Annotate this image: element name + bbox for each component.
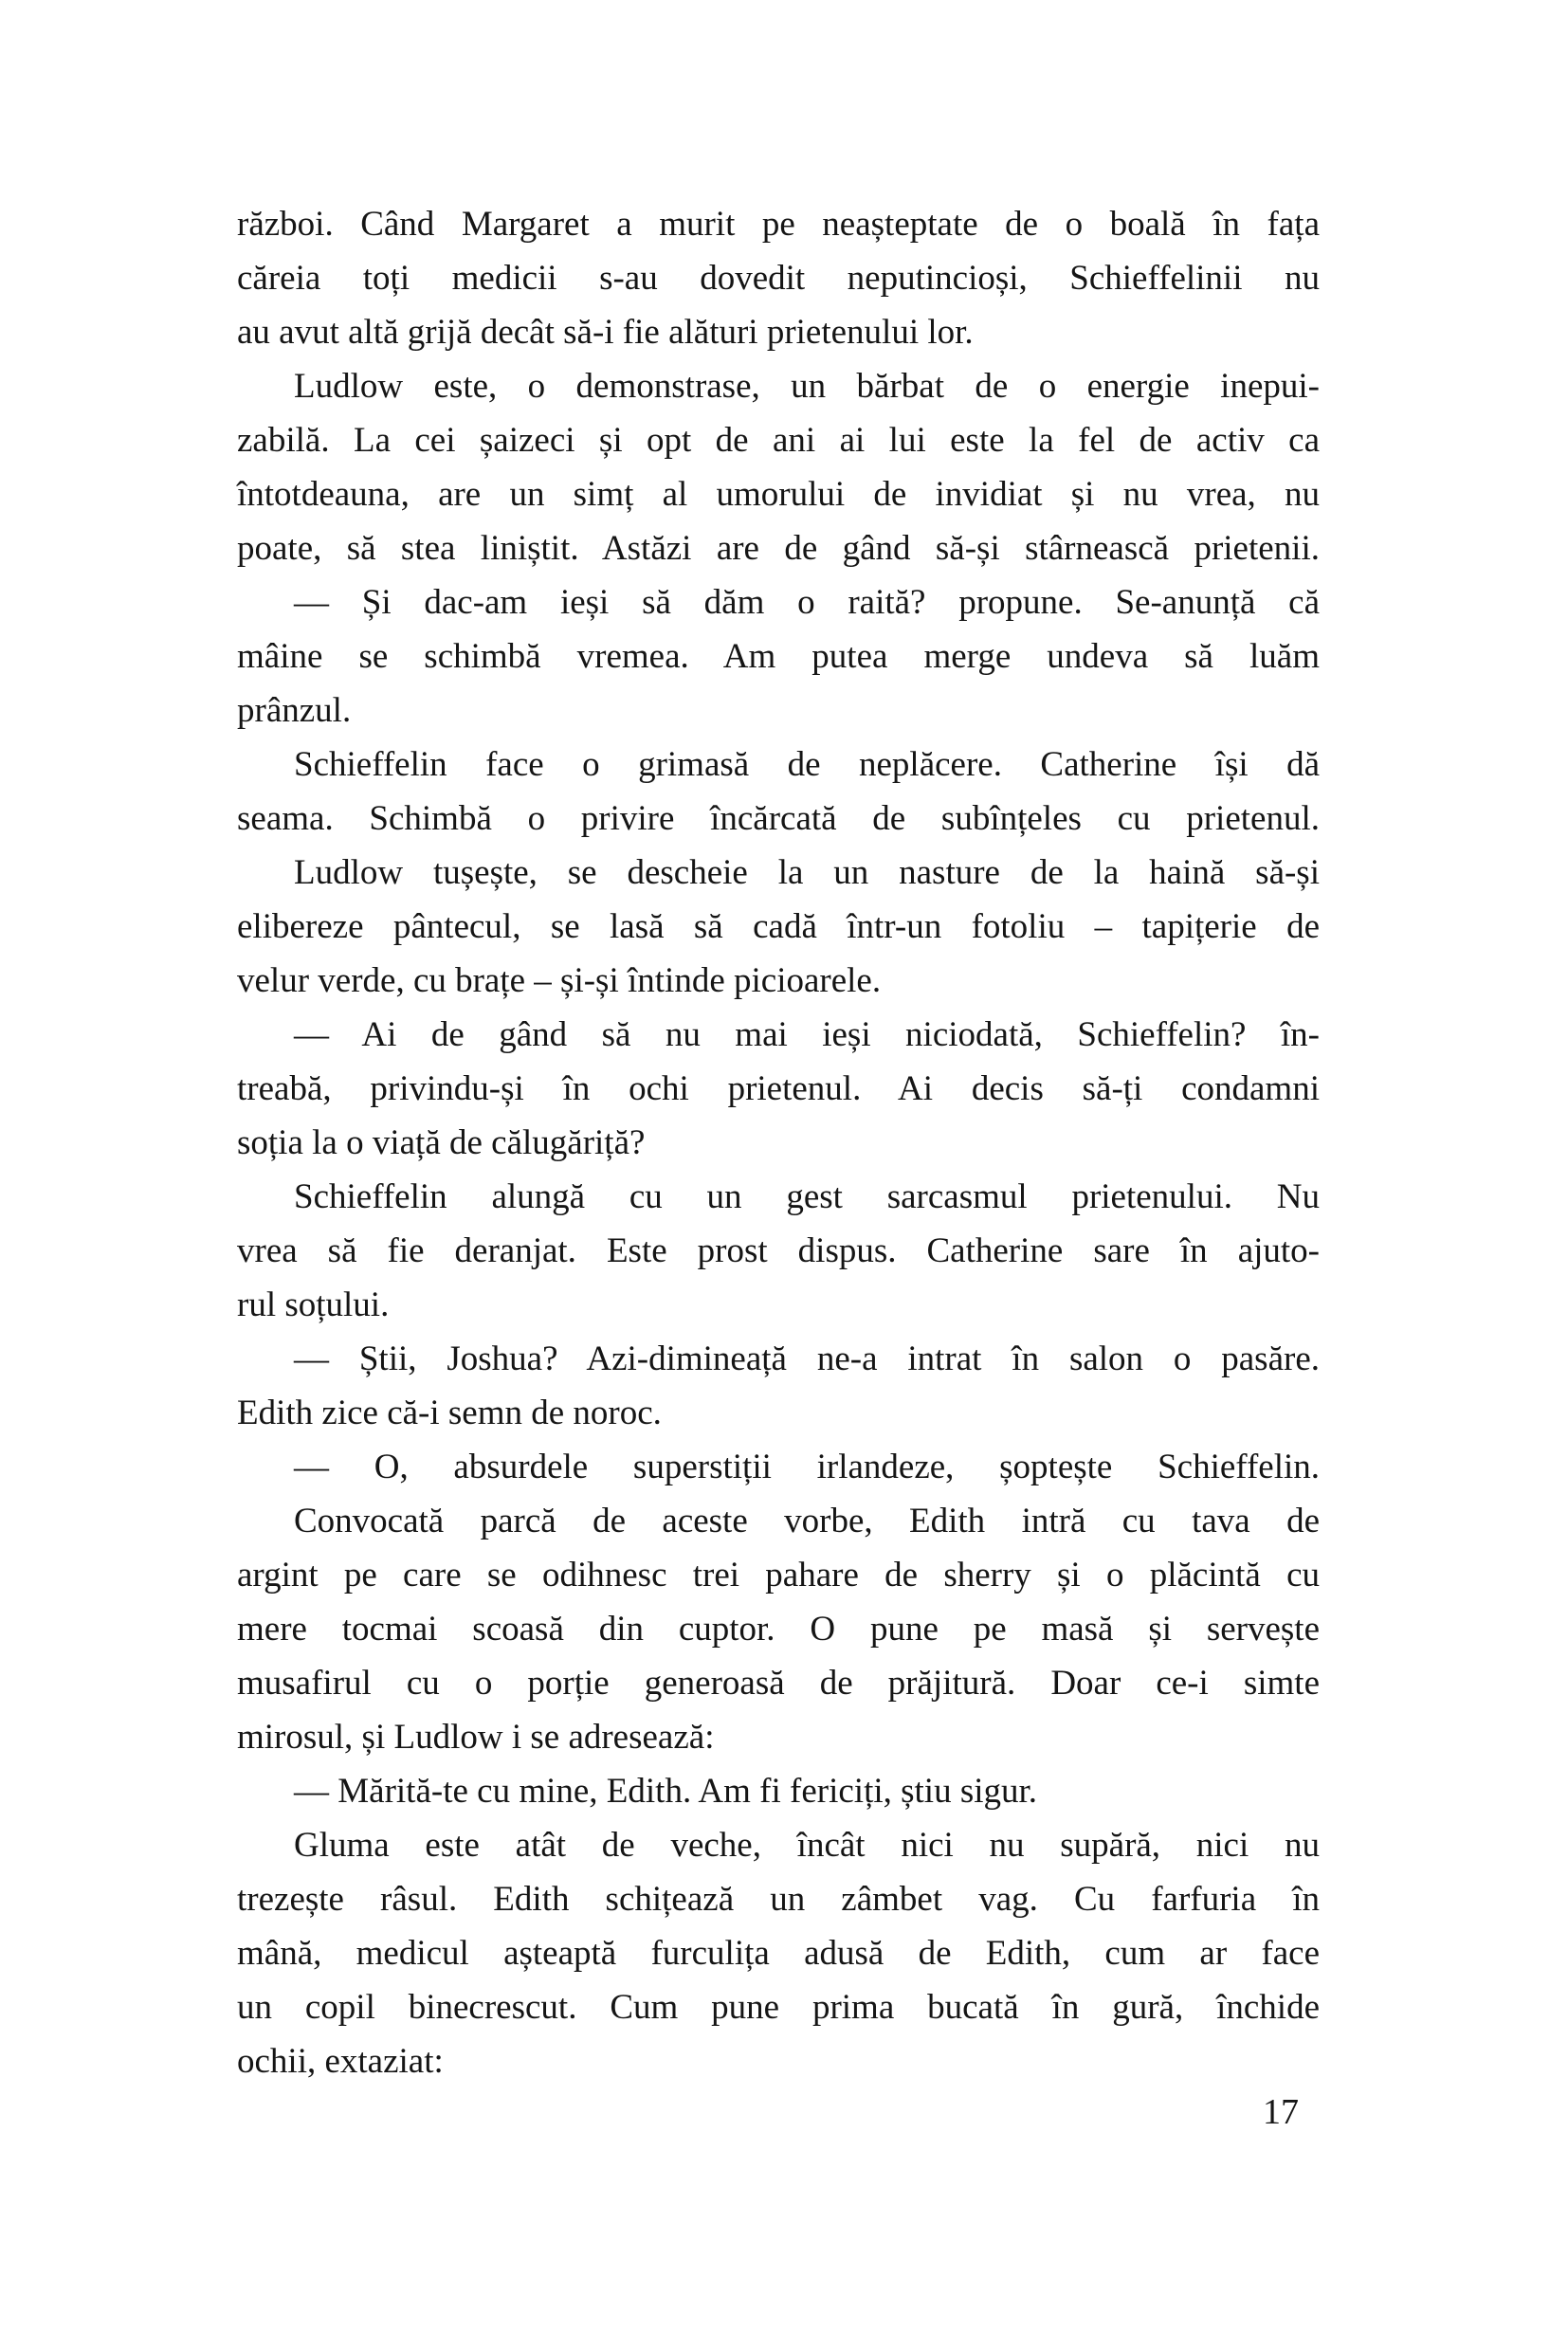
text-line: mână, medicul așteaptă furculița adusă de Edith, cum ar face (237, 1934, 1320, 1973)
paragraph (237, 1818, 1320, 2088)
text-line: musafirul cu o porție generoasă de prăjitură. Doar ce-i simte (237, 1664, 1320, 1703)
text-line: — O, absurdele superstiții irlandeze, șoptește Schieffelin. (294, 1448, 1320, 1486)
text-line: elibereze pântecul, se lasă să cadă într-un fotoliu – tapițerie de (237, 907, 1320, 946)
text-line: Edith zice că-i semn de noroc. (237, 1394, 662, 1432)
text-line: zabilă. La cei șaizeci și opt de ani ai lui este la fel de activ ca (237, 421, 1320, 460)
paragraph (237, 1332, 1320, 1440)
text-line: mere tocmai scoasă din cuptor. O pune pe masă și servește (237, 1610, 1320, 1649)
text-line: un copil binecrescut. Cum pune prima bucată în gură, închide (237, 1988, 1320, 2027)
text-line: vrea să fie deranjat. Este prost dispus. Catherine sare în ajuto- (237, 1231, 1320, 1270)
text-line: treabă, privindu-și în ochi prietenul. Ai decis să-ți condamni (237, 1069, 1320, 1108)
paragraph (237, 1494, 1320, 1764)
paragraph (237, 1008, 1320, 1170)
paragraph (237, 197, 1320, 359)
text-line: rul soțului. (237, 1285, 390, 1324)
text-line: — Și dac-am ieși să dăm o raită? propune. Se-anunță că (294, 583, 1320, 622)
text-line: război. Când Margaret a murit pe neașteptate de o boală în fața (237, 205, 1320, 244)
text-line: întotdeauna, are un simț al umorului de invidiat și nu vrea, nu (237, 475, 1320, 514)
text-line: Ludlow tușește, se descheie la un nasture de la haină să-și (294, 853, 1320, 892)
text-line: mâine se schimbă vremea. Am putea merge undeva să luăm (237, 637, 1320, 676)
text-line: căreia toți medicii s-au dovedit neputincioși, Schieffelinii nu (237, 259, 1320, 298)
text-line: poate, să stea liniștit. Astăzi are de gând să-și stârnească prietenii. (237, 529, 1320, 568)
text-line: — Mărită-te cu mine, Edith. Am fi fericiți, știu sigur. (294, 1772, 1038, 1811)
text-line: prânzul. (237, 691, 352, 730)
page-number: 17 (1263, 2092, 1299, 2132)
text-line: soția la o viață de călugăriță? (237, 1123, 646, 1162)
text-line: argint pe care se odihnesc trei pahare de sherry și o plăcintă cu (237, 1556, 1320, 1595)
paragraph (237, 1170, 1320, 1332)
text-block (237, 197, 1320, 2088)
text-line: au avut altă grijă decât să-i fie alături prietenului lor. (237, 313, 974, 352)
text-line: seama. Schimbă o privire încărcată de subînțeles cu prietenul. (237, 799, 1320, 838)
text-line: ochii, extaziat: (237, 2042, 444, 2081)
text-line: Schieffelin alungă cu un gest sarcasmul prietenului. Nu (294, 1177, 1320, 1216)
text-line: Ludlow este, o demonstrase, un bărbat de o energie inepui- (294, 367, 1320, 406)
text-line: Gluma este atât de veche, încât nici nu supără, nici nu (294, 1826, 1320, 1865)
text-line: Schieffelin face o grimasă de neplăcere. Catherine își dă (294, 745, 1320, 784)
text-line: — Știi, Joshua? Azi-dimineață ne-a intrat în salon o pasăre. (294, 1340, 1320, 1378)
paragraph (237, 1764, 1320, 1818)
paragraph (237, 359, 1320, 575)
paragraph (237, 846, 1320, 1008)
paragraph (237, 738, 1320, 846)
text-line: Convocată parcă de aceste vorbe, Edith intră cu tava de (294, 1502, 1320, 1540)
paragraph (237, 1440, 1320, 1494)
text-line: mirosul, și Ludlow i se adresează: (237, 1718, 715, 1757)
text-line: — Ai de gând să nu mai ieși niciodată, Schieffelin? în- (294, 1015, 1320, 1054)
paragraph (237, 575, 1320, 738)
text-line: velur verde, cu brațe – și-și întinde picioarele. (237, 961, 882, 1000)
text-line: trezește râsul. Edith schițează un zâmbet vag. Cu farfuria în (237, 1880, 1320, 1919)
